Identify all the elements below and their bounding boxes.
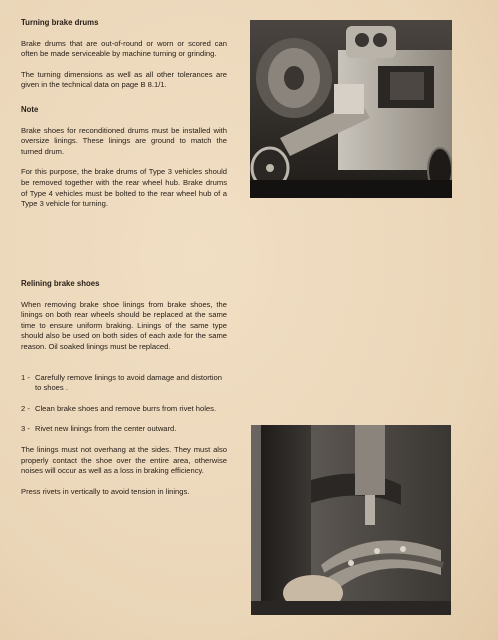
paragraph-tolerances: The turning dimensions as well as all other tolerances are given in the technical data on page B 8.1/1. <box>21 69 227 90</box>
drum-lathe-illustration <box>250 20 452 198</box>
paragraph-press-rivets: Press rivets in vertically to avoid tension in linings. <box>21 486 190 496</box>
paragraph-oversize-linings: Brake shoes for reconditioned drums must be installed with oversize linings. These linings are ground to match the turned drum. <box>21 125 227 156</box>
photo-drum-lathe <box>250 20 452 198</box>
text-column-top <box>21 18 227 220</box>
step-number: 2 - <box>21 403 30 413</box>
step-item <box>21 404 227 415</box>
paragraph-type3-type4: For this purpose, the brake drums of Type 3 vehicles should be removed together with the rear wheel hub. Brake drums of Type 4 vehicles must be bolted to the rear wheel hub of a Type 3 vehicle for turning. <box>21 167 227 209</box>
text-column-bottom <box>21 279 227 507</box>
step-number: 1 - <box>21 372 30 382</box>
step-text: Rivet new linings from the center outward. <box>35 424 177 434</box>
step-number: 3 - <box>21 424 30 434</box>
photo-rivet-press <box>251 425 451 615</box>
step-text: Carefully remove linings to avoid damage and distortion to shoes . <box>35 372 222 393</box>
heading-relining-brake-shoes: Relining brake shoes <box>21 279 100 288</box>
paragraph-relining-intro: When removing brake shoe linings from brake shoes, the linings on both rear wheels should be replaced at the same time to ensure uniform braking. Linings of the same type should also be used on both sides of each axle for the same reason. Oil soaked linings must be replaced. <box>21 299 227 351</box>
paragraph-overhang: The linings must not overhang at the sides. They must also properly contact the shoe over the entire area, otherwise noises will occur as well as a loss in braking efficiency. <box>21 444 227 476</box>
step-item <box>21 424 227 435</box>
paragraph-turning-intro: Brake drums that are out-of-round or worn or scored can often be made serviceable by machine turning or grinding. <box>21 38 227 59</box>
step-item <box>21 373 227 394</box>
step-text: Clean brake shoes and remove burrs from rivet holes. <box>35 403 217 413</box>
steps-list <box>21 373 227 435</box>
heading-note: Note <box>21 104 39 114</box>
heading-turning-brake-drums: Turning brake drums <box>21 18 99 27</box>
rivet-press-illustration <box>251 425 451 615</box>
